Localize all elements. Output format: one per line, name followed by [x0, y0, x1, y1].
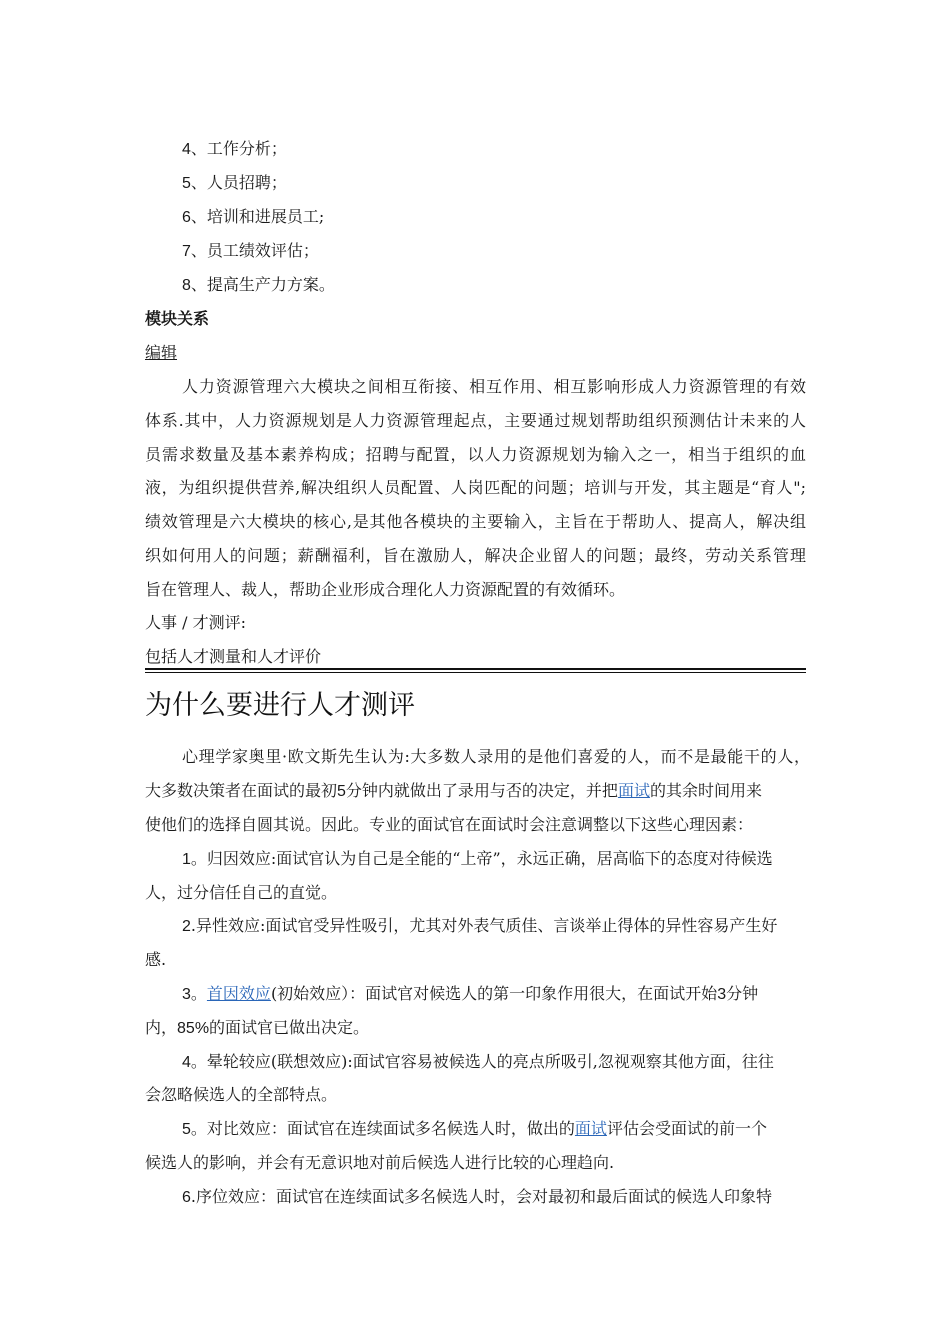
effect-text: 。 [190, 984, 207, 1003]
intro-line: 使他们的选择自圆其说。因此。专业的面试官在面试时会注意调整以下这些心理因素： [145, 815, 754, 834]
assessment-description: 包括人才测量和人才评价 [145, 647, 322, 666]
effect-text: 。对比效应：面试官在连续面试多名候选人时，做出的 [190, 1119, 575, 1138]
list-text: 、员工绩效评估； [190, 241, 319, 260]
effect-item [182, 1119, 847, 1140]
effect-item [145, 1018, 810, 1039]
effect-text: 感. [145, 950, 167, 969]
effect-item [182, 984, 847, 1005]
list-number: 8 [182, 277, 191, 294]
intro-number: 5 [337, 783, 346, 800]
main-heading: 为什么要进行人才测评 [145, 690, 415, 721]
assessment-label: 人事 / 才测评: [145, 613, 246, 632]
effect-number: 3 [182, 986, 191, 1003]
section-heading: 模块关系 [145, 311, 210, 328]
list-number: 5 [182, 175, 191, 192]
list-item [182, 241, 847, 262]
intro-text: 分钟内就做出了录用与否的决定，并把 [345, 781, 618, 800]
effect-number: 4 [182, 1054, 191, 1071]
effect-text: 。归因效应:面试官认为自己是全能的“上帝”，永远正确，居高临下的态度对待候选 [190, 849, 773, 868]
double-rule-bottom [145, 672, 806, 673]
effect-text: 。晕轮较应(联想效应):面试官容易被候选人的亮点所吸引,忽视观察其他方面，往往 [190, 1052, 774, 1071]
list-item [182, 173, 847, 194]
list-item [182, 139, 847, 160]
list-number: 7 [182, 243, 191, 260]
effect-item [182, 1187, 847, 1208]
effect-number: 2 [182, 918, 191, 935]
intro-text: 大多数决策者在面试的最初 [145, 781, 338, 800]
paragraph-line: 液，为组织提供营养,解决组织人员配置、人岗匹配的问题；培训与开发，其主题是“育人"; [145, 478, 806, 497]
effect-item [182, 849, 847, 870]
paragraph-line: 织如何用人的问题；薪酬福利，旨在激励人，解决企业留人的问题；最终，劳动关系管理 [145, 546, 806, 565]
list-number: 4 [182, 141, 191, 158]
effect-text: .异性效应:面试官受异性吸引，尤其对外表气质佳、言谈举止得体的异性容易产生好 [190, 916, 778, 935]
effect-number: 6 [182, 1189, 191, 1206]
effect-item [182, 916, 847, 937]
effect-text: .序位效应：面试官在连续面试多名候选人时，会对最初和最后面试的候选人印象特 [190, 1187, 772, 1206]
paragraph-line: 体系.其中，人力资源规划是人力资源管理起点，主要通过规划帮助组织预测估计未来的人 [145, 411, 806, 430]
intro-line: 心理学家奥里·欧文斯先生认为:大多数人录用的是他们喜爱的人，而不是最能干的人， [182, 747, 810, 766]
effect-text: 会忽略候选人的全部特点。 [145, 1085, 338, 1104]
effect-text: 候选人的影响，并会有无意识地对前后候选人进行比较的心理趋向. [145, 1153, 615, 1172]
effect-text: 评估会受面试的前一个 [606, 1119, 767, 1138]
effect-number: 3 [717, 986, 727, 1003]
edit-link[interactable]: 编辑 [145, 343, 178, 362]
primacy-effect-link[interactable]: 首因效应 [206, 984, 271, 1003]
effect-text: (初始效应）：面试官对候选人的第一印象作用很大，在面试开始 [270, 984, 718, 1003]
list-text: 、人员招聘； [190, 173, 287, 192]
intro-line [145, 781, 810, 802]
effect-text: 内， [145, 1018, 178, 1037]
list-number: 6 [182, 209, 191, 226]
list-item [182, 207, 847, 228]
interview-link[interactable]: 面试 [617, 781, 650, 800]
double-rule-top [145, 668, 806, 670]
effect-number: 85% [177, 1020, 210, 1037]
list-text: 、工作分析； [190, 139, 287, 158]
interview-link[interactable]: 面试 [574, 1119, 607, 1138]
intro-text: 的其余时间用来 [649, 781, 762, 800]
list-item [182, 275, 847, 296]
paragraph-line: 绩效管理是六大模块的核心,是其他各模块的主要输入，主旨在于帮助人、提高人，解决组 [145, 512, 806, 531]
effect-number: 1 [182, 851, 191, 868]
effect-number: 5 [182, 1121, 191, 1138]
list-text: 、提高生产力方案。 [190, 275, 335, 294]
paragraph-line: 人力资源管理六大模块之间相互衔接、相互作用、相互影响形成人力资源管理的有效 [182, 377, 806, 396]
effect-item [182, 1052, 847, 1073]
effect-text: 人，过分信任自己的直觉。 [145, 883, 338, 902]
list-text: 、培训和进展员工; [190, 207, 325, 226]
paragraph-line: 旨在管理人、裁人，帮助企业形成合理化人力资源配置的有效循环。 [145, 580, 626, 599]
effect-text: 分钟 [726, 984, 759, 1003]
effect-text: 的面试官已做出决定。 [209, 1018, 370, 1037]
paragraph-line: 员需求数量及基本素养构成；招聘与配置，以人力资源规划为输入之一，相当于组织的血 [145, 445, 806, 464]
